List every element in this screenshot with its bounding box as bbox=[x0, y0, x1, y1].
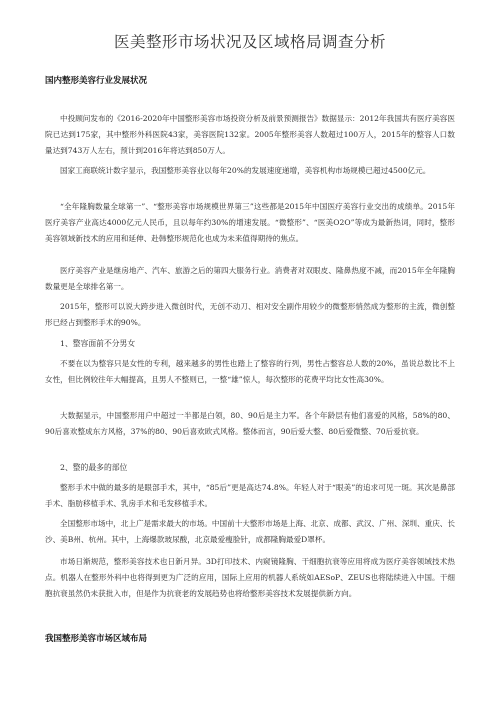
paragraph-user-profile: 大数据显示，中国整形用户中超过一半都是白领，80、90后是主力军。各个年龄层有他们喜爱的风格，58%的80、90后喜欢整成东方风格，37%的80、90后喜欢欧式风格。整体而言，90后爱大整、80后爱微整、70后爱抗衰。 bbox=[45, 411, 455, 436]
paragraph-eye-surgery: 整形手术中做的最多的是眼部手术，其中，“85后”更是高达74.8%。年轻人对于“眼美”的追求可见一斑。其次是鼻部手术、脂肪移植手术、乳房手术和毛发移植手术。 bbox=[45, 483, 455, 508]
paragraph-report-data: 中投顾问发布的《2016-2020年中国整形美容市场投资分析及前景预测报告》数据显示：2012年我国共有医疗美容医院已达到175家，其中整形外科医院43家，美容医院132家。2005年整形美容人数超过100万人，2015年的整容人口数量达到743万人左右，预计到2016年将达到850万人。 bbox=[45, 114, 455, 155]
paragraph-growth-rate: 国家工商联统计数字显示，我国整形美容业以每年20%的发展速度递增，美容机构市场规模已超过4500亿元。 bbox=[60, 166, 431, 175]
paragraph-male-surgery: 不要在以为整容只是女性的专利，越来越多的男性也踏上了整容的行列，男性占整容总人数的20%，虽说总数比不上女性，但比例较往年大幅提高，且男人不整则已，一整“雄”惊人，每次整形的花费平均比女性高30%。 bbox=[45, 359, 455, 384]
paragraph-fourth-industry: 医疗美容产业是继房地产、汽车、旅游之后的第四大服务行业。消费者对双眼皮、隆鼻热度不减，而2015年全年隆胸数量更是全球排名第一。 bbox=[45, 266, 455, 291]
subheading-body-parts: 2、整的最多的部位 bbox=[60, 463, 128, 472]
page-title: 医美整形市场状况及区域格局调查分析 bbox=[113, 33, 386, 51]
paragraph-2015-achievements: “全年隆胸数量全球第一”、“整形美容市场规模世界第三”这些都是2015年中国医疗美容行业交出的成绩单。2015年医疗美容产业高达4000亿元人民币，且以每年约30%的增速发展。“微整形”、“医美O2O”等成为最新热词，同时，整形美容领域新技术的应用和延伸、赴韩整形规范化也成为未来值得期待的焦点。 bbox=[45, 202, 455, 243]
paragraph-city-markets: 全国整形市场中，北上广是需求最大的市场。中国前十大整形市场是上海、北京、成都、武汉、广州、深圳、重庆、长沙、美B州、杭州。其中，上海爆款玻尿酸，北京最爱瘦脸针，成都隆胸最爱D罩杯。 bbox=[45, 519, 455, 544]
section-heading-industry-status: 国内整形美容行业发展状况 bbox=[45, 76, 148, 86]
paragraph-technology-trends: 市场日渐规范，整形美容技术也日新月异。3D打印技术、内窥镜隆胸、干细胞抗衰等应用将成为医疗美容领域技术热点。机器人在整形外科中也将得到更为广泛的应用，国际上应用的机器人系统如AESoP、ZEUS也将陆续进入中国。干细胞抗衰虽然仍未获批入市，但是作为抗衰老的发展趋势也将给整形美容技术发展提供新方向。 bbox=[45, 557, 455, 598]
paragraph-micro-surgery: 2015年，整形可以说大跨步进入微创时代，无创不动刀、相对安全副作用较少的微整形悄然成为整形的主流，微创整形已经占到整形手术的90%。 bbox=[45, 302, 455, 327]
section-heading-regional-layout: 我国整形美容市场区域布局 bbox=[45, 634, 148, 644]
subheading-gender: 1、整容面前不分男女 bbox=[60, 339, 136, 348]
